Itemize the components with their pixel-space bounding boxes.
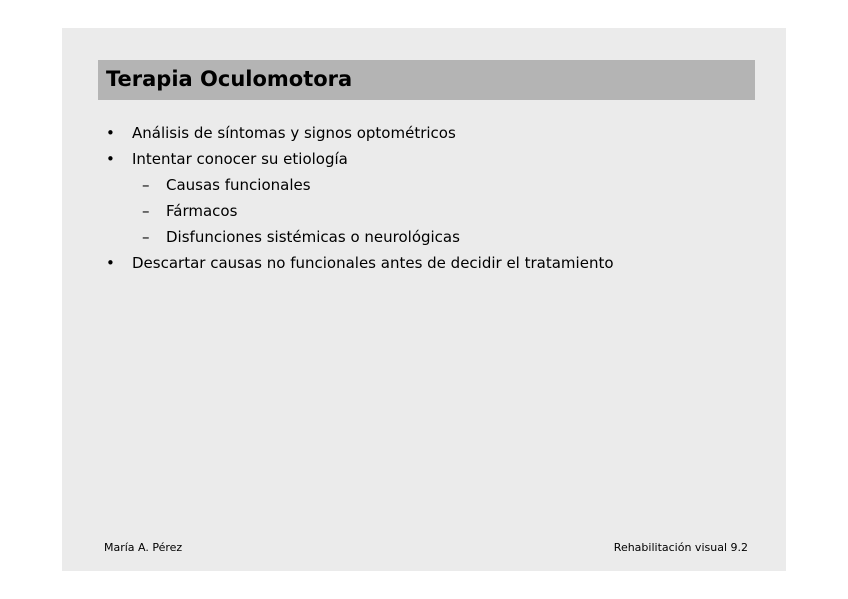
slide bbox=[62, 28, 786, 571]
sub-bullet-text: Fármacos bbox=[166, 202, 238, 220]
bullet-item bbox=[106, 254, 614, 272]
sub-bullet-marker: – bbox=[142, 202, 150, 220]
sub-bullet-item bbox=[142, 176, 311, 194]
sub-bullet-text: Disfunciones sistémicas o neurológicas bbox=[166, 228, 460, 246]
sub-bullet-marker: – bbox=[142, 228, 150, 246]
footer-author: María A. Pérez bbox=[104, 541, 183, 554]
sub-bullet-text: Causas funcionales bbox=[166, 176, 311, 194]
bullet-item bbox=[106, 150, 348, 168]
bullet-text: Análisis de síntomas y signos optométricos bbox=[132, 124, 456, 142]
bullet-item bbox=[106, 124, 456, 142]
bullet-marker: • bbox=[106, 124, 115, 142]
sub-bullet-item bbox=[142, 202, 238, 220]
bullet-text: Intentar conocer su etiología bbox=[132, 150, 348, 168]
bullet-text: Descartar causas no funcionales antes de decidir el tratamiento bbox=[132, 254, 614, 272]
title-bar bbox=[98, 60, 755, 100]
sub-bullet-marker: – bbox=[142, 176, 150, 194]
bullet-marker: • bbox=[106, 150, 115, 168]
footer-slide-label: Rehabilitación visual 9.2 bbox=[613, 541, 748, 554]
slide-title: Terapia Oculomotora bbox=[106, 67, 353, 91]
sub-bullet-item bbox=[142, 228, 460, 246]
bullet-marker: • bbox=[106, 254, 115, 272]
